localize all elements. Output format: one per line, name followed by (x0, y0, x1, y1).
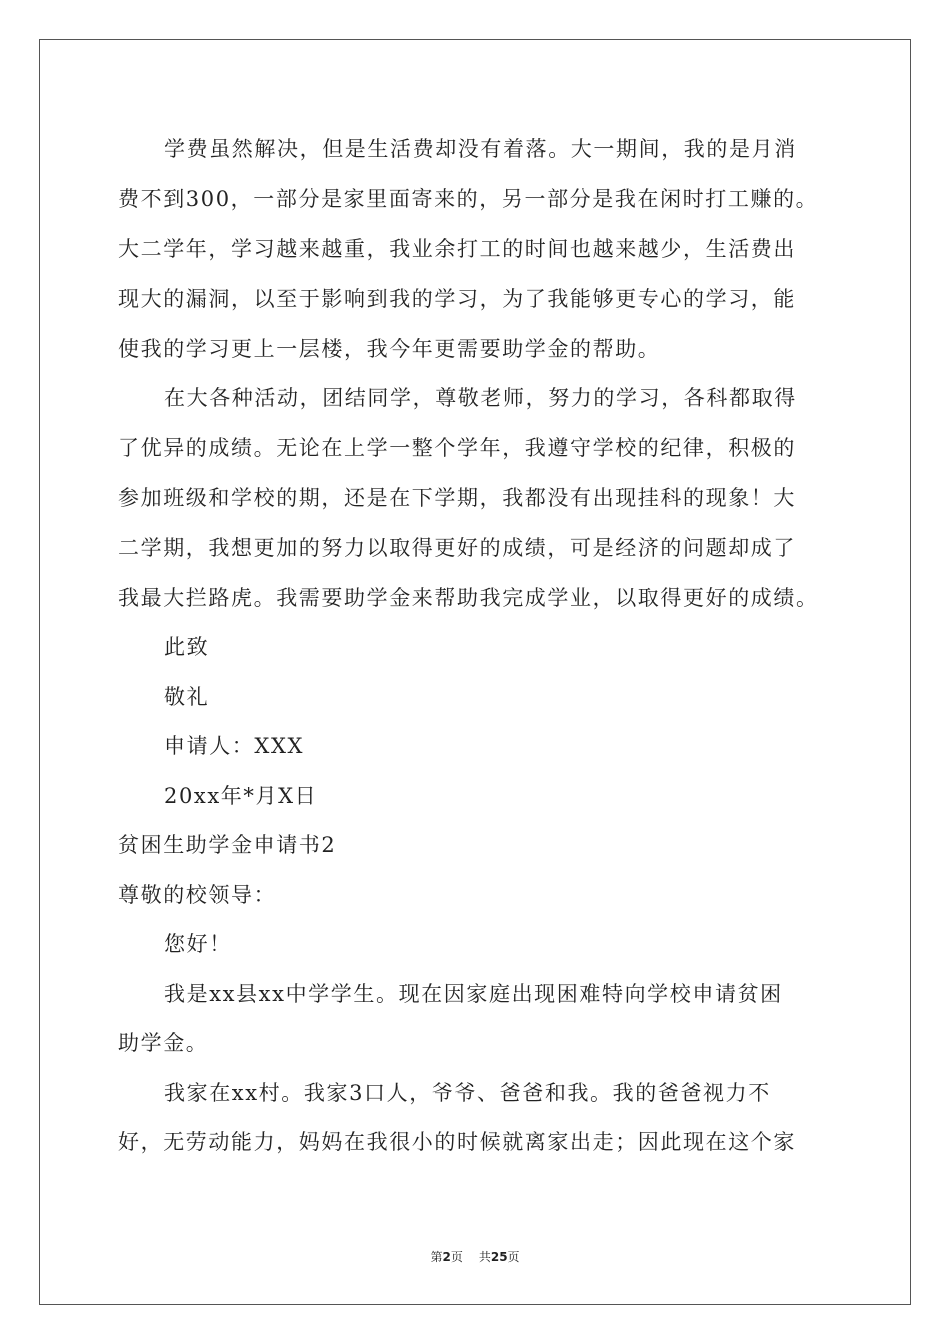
text-line: 参加班级和学校的期，还是在下学期，我都没有出现挂科的现象！大 (118, 486, 796, 510)
section-title: 贫困生助学金申请书2 (118, 833, 337, 857)
greeting-recipient: 尊敬的校领导： (118, 883, 277, 907)
applicant-name: 申请人：XXX (164, 734, 305, 758)
closing-salutation: 此致 (164, 635, 210, 659)
text-line: 费不到300，一部分是家里面寄来的，另一部分是我在闲时打工赚的。 (118, 187, 819, 211)
text-line: 大二学年，学习越来越重，我业余打工的时间也越来越少，生活费出 (118, 237, 796, 261)
total-page-count: 25 (490, 1250, 508, 1264)
signature-date: 20xx年*月X日 (164, 784, 318, 808)
text-line: 好，无劳动能力，妈妈在我很小的时候就离家出走；因此现在这个家 (118, 1130, 796, 1154)
text-line: 使我的学习更上一层楼，我今年更需要助学金的帮助。 (118, 337, 661, 361)
text-line: 现大的漏洞，以至于影响到我的学习，为了我能够更专心的学习，能 (118, 287, 796, 311)
greeting: 您好！ (164, 932, 232, 956)
text-line: 二学期，我想更加的努力以取得更好的成绩，可是经济的问题却成了 (118, 536, 796, 560)
page-footer (0, 1248, 950, 1265)
text-line: 了优异的成绩。无论在上学一整个学年，我遵守学校的纪律，积极的 (118, 436, 796, 460)
text-line: 我最大拦路虎。我需要助学金来帮助我完成学业，以取得更好的成绩。 (118, 586, 819, 610)
page-prefix: 第 (430, 1250, 443, 1264)
text-line: 在大各种活动，团结同学，尊敬老师，努力的学习，各科都取得 (164, 386, 797, 410)
current-page-number: 2 (442, 1250, 451, 1264)
total-unit: 页 (507, 1250, 520, 1264)
text-line: 学费虽然解决，但是生活费却没有着落。大一期间，我的是月消 (164, 137, 797, 161)
page-unit: 页 (450, 1250, 463, 1264)
text-line: 助学金。 (118, 1031, 209, 1055)
total-prefix: 共 (478, 1250, 491, 1264)
closing-regards: 敬礼 (164, 685, 210, 709)
text-line: 我是xx县xx中学学生。现在因家庭出现困难特向学校申请贫困 (164, 982, 783, 1006)
text-line: 我家在xx村。我家3口人，爷爷、爸爸和我。我的爸爸视力不 (164, 1081, 771, 1105)
